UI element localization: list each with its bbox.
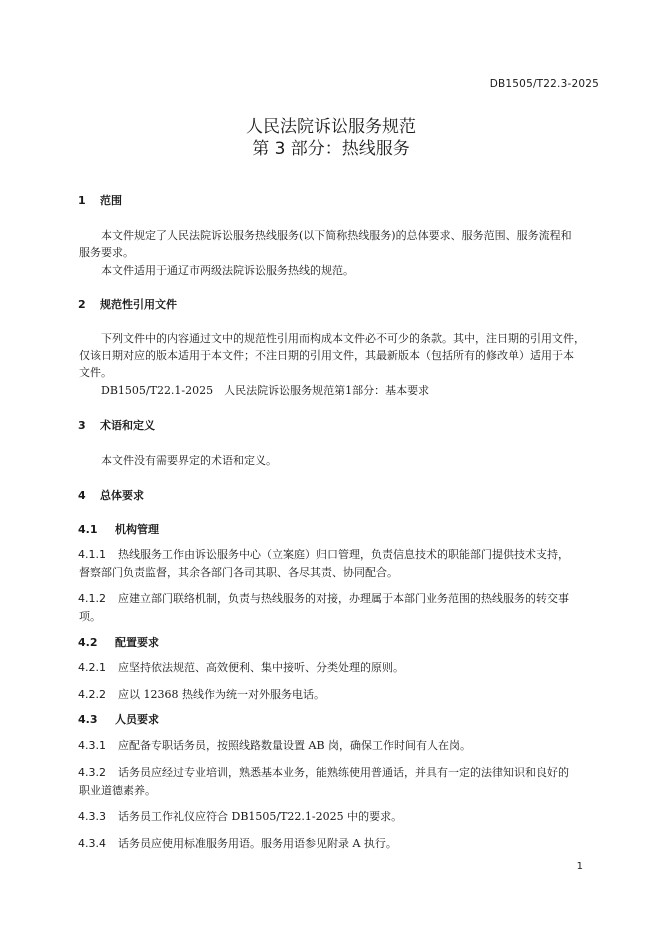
paragraph: 本文件没有需要界定的术语和定义。 [101,454,277,467]
clause-number: 4.3.4 [78,837,106,850]
document-number: DB1505/T22.3-2025 [489,78,599,90]
section-heading-normative-references [78,296,177,312]
section-title: 范围 [100,194,122,207]
clause-number: 4.2.2 [78,688,106,701]
clause-4-3-1 [78,737,471,755]
document-subtitle: 第 3 部分：热线服务 [252,139,410,159]
clause-continuation: 督察部门负责监督，其余各部门各司其职、各尽其责、协同配合。 [79,566,398,579]
clause-number: 4.2.1 [78,661,106,674]
section-title: 术语和定义 [100,419,155,432]
clause-continuation: 职业道德素养。 [79,784,156,797]
section-number: 4 [78,489,86,502]
clause-text: 热线服务工作由诉讼服务中心（立案庭）归口管理，负责信息技术的职能部门提供技术支持， [118,548,569,561]
clause-number: 4.1.2 [78,592,106,605]
clause-4-2-2 [78,686,325,704]
clause-4-3-2 [78,764,569,782]
clause-4-2-1 [78,659,404,677]
subsection-number: 4.1 [78,523,98,536]
clause-4-3-3 [78,808,402,826]
clause-4-3-4 [78,835,397,853]
paragraph: 本文件规定了人民法院诉讼服务热线服务(以下简称热线服务)的总体要求、服务范围、服务流程和 [101,229,572,242]
subsection-number: 4.3 [78,713,98,726]
paragraph: 下列文件中的内容通过文中的规范性引用而构成本文件必不可少的条款。其中，注日期的引用文件， [101,332,585,345]
section-title: 规范性引用文件 [100,298,177,311]
section-number: 2 [78,298,86,311]
clause-text: 应坚持依法规范、高效便利、集中接听、分类处理的原则。 [118,661,404,674]
clause-continuation: 项。 [79,610,101,623]
section-number: 3 [78,419,86,432]
subsection-title: 人员要求 [115,713,159,726]
reference-entry: DB1505/T22.1-2025 人民法院诉讼服务规范第1部分：基本要求 [101,384,430,397]
page-number: 1 [576,861,583,872]
clause-text: 话务员应经过专业培训，熟悉基本业务，能熟练使用普通话，并具有一定的法律知识和良好的 [118,766,569,779]
paragraph-continuation: 仅该日期对应的版本适用于本文件；不注日期的引用文件，其最新版本（包括所有的修改单）适用于本 [79,349,574,362]
paragraph: 本文件适用于通辽市两级法院诉讼服务热线的规范。 [101,264,354,277]
subsection-heading-organization [78,521,159,537]
section-heading-scope [78,192,122,208]
subsection-title: 机构管理 [115,523,159,536]
subsection-heading-configuration [78,634,159,650]
clause-number: 4.3.1 [78,739,106,752]
section-heading-terms [78,417,155,433]
clause-text: 话务员应使用标准服务用语。服务用语参见附录 A 执行。 [118,837,397,850]
clause-number: 4.3.2 [78,766,106,779]
clause-text: 话务员工作礼仪应符合 DB1505/T22.1-2025 中的要求。 [118,810,403,823]
subsection-number: 4.2 [78,636,98,649]
document-title: 人民法院诉讼服务规范 [246,117,416,137]
clause-4-1-1 [78,546,569,564]
paragraph-continuation: 服务要求。 [79,246,134,259]
section-heading-general-requirements [78,487,144,503]
clause-text: 应配备专职话务员，按照线路数量设置 AB 岗，确保工作时间有人在岗。 [118,739,472,752]
subsection-heading-personnel [78,711,159,727]
subsection-title: 配置要求 [115,636,159,649]
clause-number: 4.3.3 [78,810,106,823]
clause-4-1-2 [78,590,569,608]
paragraph-continuation: 文件。 [79,366,112,379]
section-number: 1 [78,194,86,207]
clause-number: 4.1.1 [78,548,106,561]
section-title: 总体要求 [100,489,144,502]
clause-text: 应建立部门联络机制，负责与热线服务的对接，办理属于本部门业务范围的热线服务的转交事 [118,592,569,605]
clause-text: 应以 12368 热线作为统一对外服务电话。 [118,688,325,701]
